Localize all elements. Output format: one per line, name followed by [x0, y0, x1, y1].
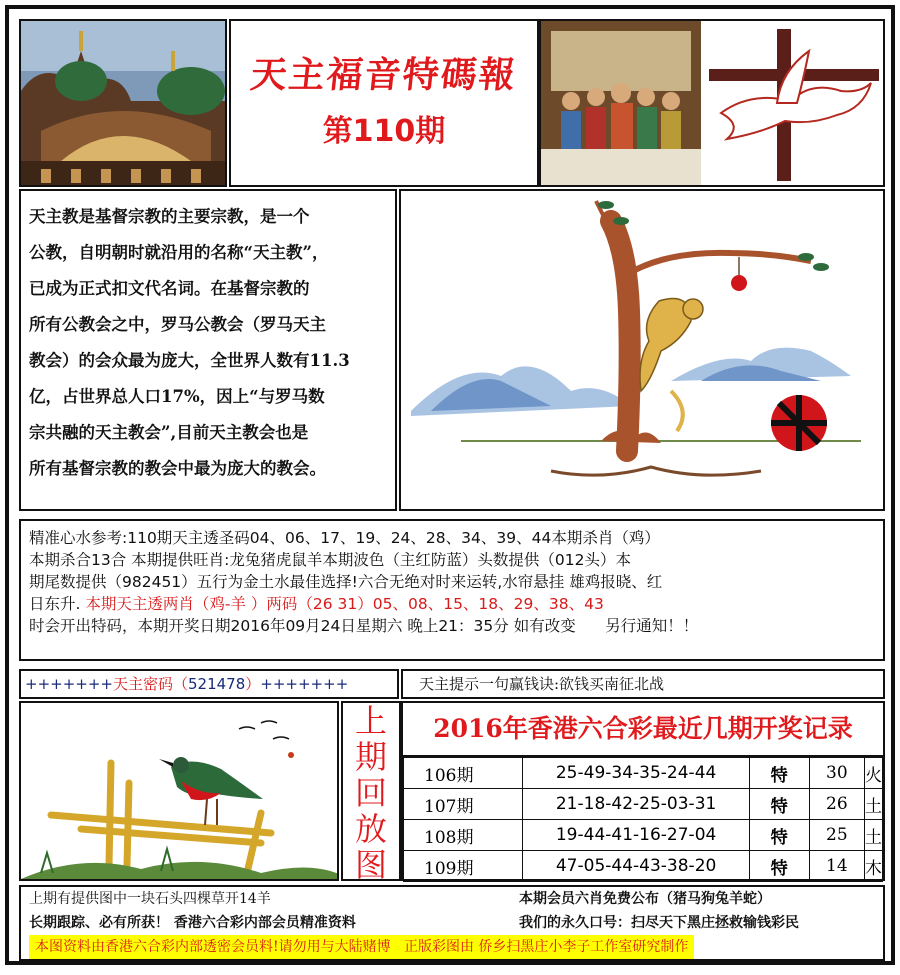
table-row: [404, 758, 883, 789]
bird-bamboo-illustration: [19, 701, 339, 881]
results-table: [403, 757, 883, 882]
replay-char: 图: [354, 846, 387, 884]
numbers-cell: 47-05-44-43-38-20: [523, 851, 749, 882]
element-cell: 火: [865, 758, 883, 789]
masthead: [229, 19, 539, 187]
replay-label: [341, 701, 401, 884]
footer-row: [29, 911, 875, 935]
table-row: [404, 820, 883, 851]
issue-number: 第110期: [322, 114, 446, 149]
footer-row: [29, 887, 875, 911]
numbers-cell: 25-49-34-35-24-44: [523, 758, 749, 789]
special-number-cell: 14: [809, 851, 864, 882]
last-supper-cross-image: [539, 19, 885, 187]
tips-highlight: 本期天主透两肖（鸡-羊 ）两码（26 31）05、08、15、18、29、38、43: [80, 595, 604, 613]
tracking-slogan: 长期跟踪、必有所获！ 香港六合彩内部会员精准资料: [29, 915, 356, 931]
hint-text: 天主提示一句赢钱诀:欲钱买南征北战: [401, 669, 885, 699]
element-cell: 土: [865, 789, 883, 820]
numbers-cell: 21-18-42-25-03-31: [523, 789, 749, 820]
results-title: 2016年香港六合彩最近几期开奖记录: [403, 703, 883, 757]
tips-panel: [19, 519, 885, 661]
last-issue-note: 上期有提供图中一块石头四棵草开14羊: [29, 891, 271, 907]
secret-code-banner: [19, 669, 399, 699]
intro-line: 教会）的会众最为庞大，全世界人数有11.3: [29, 351, 350, 370]
results-panel: [401, 701, 885, 881]
period-cell: 106期: [404, 758, 523, 789]
intro-line: 公教，自明朝时就沿用的名称“天主教”，: [29, 243, 329, 262]
element-cell: 土: [865, 820, 883, 851]
secret-code: 521478: [188, 675, 246, 693]
intro-line: 宗共融的天主教会”,目前天主教会也是: [29, 423, 309, 442]
replay-char: 上: [354, 702, 387, 740]
special-label-cell: 特: [749, 851, 809, 882]
tips-line: [29, 593, 875, 615]
tips-line-plain: 日东升.: [29, 595, 81, 613]
tips-line: 精准心水参考:110期天主透圣码04、06、17、19、24、28、34、39、44本期杀肖（鸡）: [29, 529, 660, 547]
numbers-cell: 19-44-41-16-27-04: [523, 820, 749, 851]
intro-line: 所有基督宗教的教会中最为庞大的教会。: [29, 459, 326, 478]
secret-prefix: +++++++: [25, 675, 113, 693]
special-label-cell: 特: [749, 820, 809, 851]
period-cell: 108期: [404, 820, 523, 851]
member-zodiac-note: 本期会员六肖免费公布（猪马狗兔羊蛇）: [519, 891, 771, 907]
footer: [19, 885, 885, 961]
monkey-tree-illustration: [399, 189, 885, 511]
special-label-cell: 特: [749, 789, 809, 820]
secret-suffix: +++++++: [260, 675, 349, 693]
period-cell: 109期: [404, 851, 523, 882]
special-label-cell: 特: [749, 758, 809, 789]
special-number-cell: 30: [809, 758, 864, 789]
table-row: [404, 851, 883, 882]
permanent-slogan: 我们的永久口号：扫尽天下黑庄拯救输钱彩民: [519, 915, 799, 931]
special-number-cell: 25: [809, 820, 864, 851]
secret-label: 天主密码（: [112, 675, 188, 693]
intro-article: [19, 189, 397, 511]
table-row: [404, 789, 883, 820]
intro-line: 所有公教会之中，罗马公教会（罗马天主: [29, 315, 326, 334]
newspaper-page: [5, 5, 895, 965]
tips-line: 时会开出特码，本期开奖日期2016年09月24日星期六 晚上21：35分 如有改变 另行通知！！: [29, 617, 699, 635]
cathedral-image: [19, 19, 227, 187]
tips-line: 本期杀合13合 本期提供旺肖:龙兔猪虎鼠羊本期波色（主红防蓝）头数提供（012头）本: [29, 551, 631, 569]
masthead-title: 天主福音特碼報: [248, 55, 519, 96]
footer-row: [29, 935, 875, 959]
element-cell: 木: [865, 851, 883, 882]
intro-line: 亿，占世界总人口17%，因上“与罗马数: [29, 387, 325, 406]
special-number-cell: 26: [809, 789, 864, 820]
replay-char: 放: [354, 810, 387, 848]
period-cell: 107期: [404, 789, 523, 820]
intro-line: 已成为正式扣文代名词。在基督宗教的: [29, 279, 310, 298]
tips-line: 期尾数提供（982451）五行为金土水最佳选择!六合无绝对时来运转,水帘悬挂 雄鸡报晓、红: [29, 573, 663, 591]
replay-char: 回: [354, 774, 387, 812]
intro-line: 天主教是基督宗教的主要宗教，是一个: [29, 207, 310, 226]
replay-char: 期: [354, 738, 387, 776]
secret-close: ）: [245, 675, 261, 693]
disclaimer-banner: 本图资料由香港六合彩内部透密会员料!请勿用与大陆赌博 正版彩图由 侨乡扫黑庄小李子工作室研究制作: [29, 935, 694, 959]
